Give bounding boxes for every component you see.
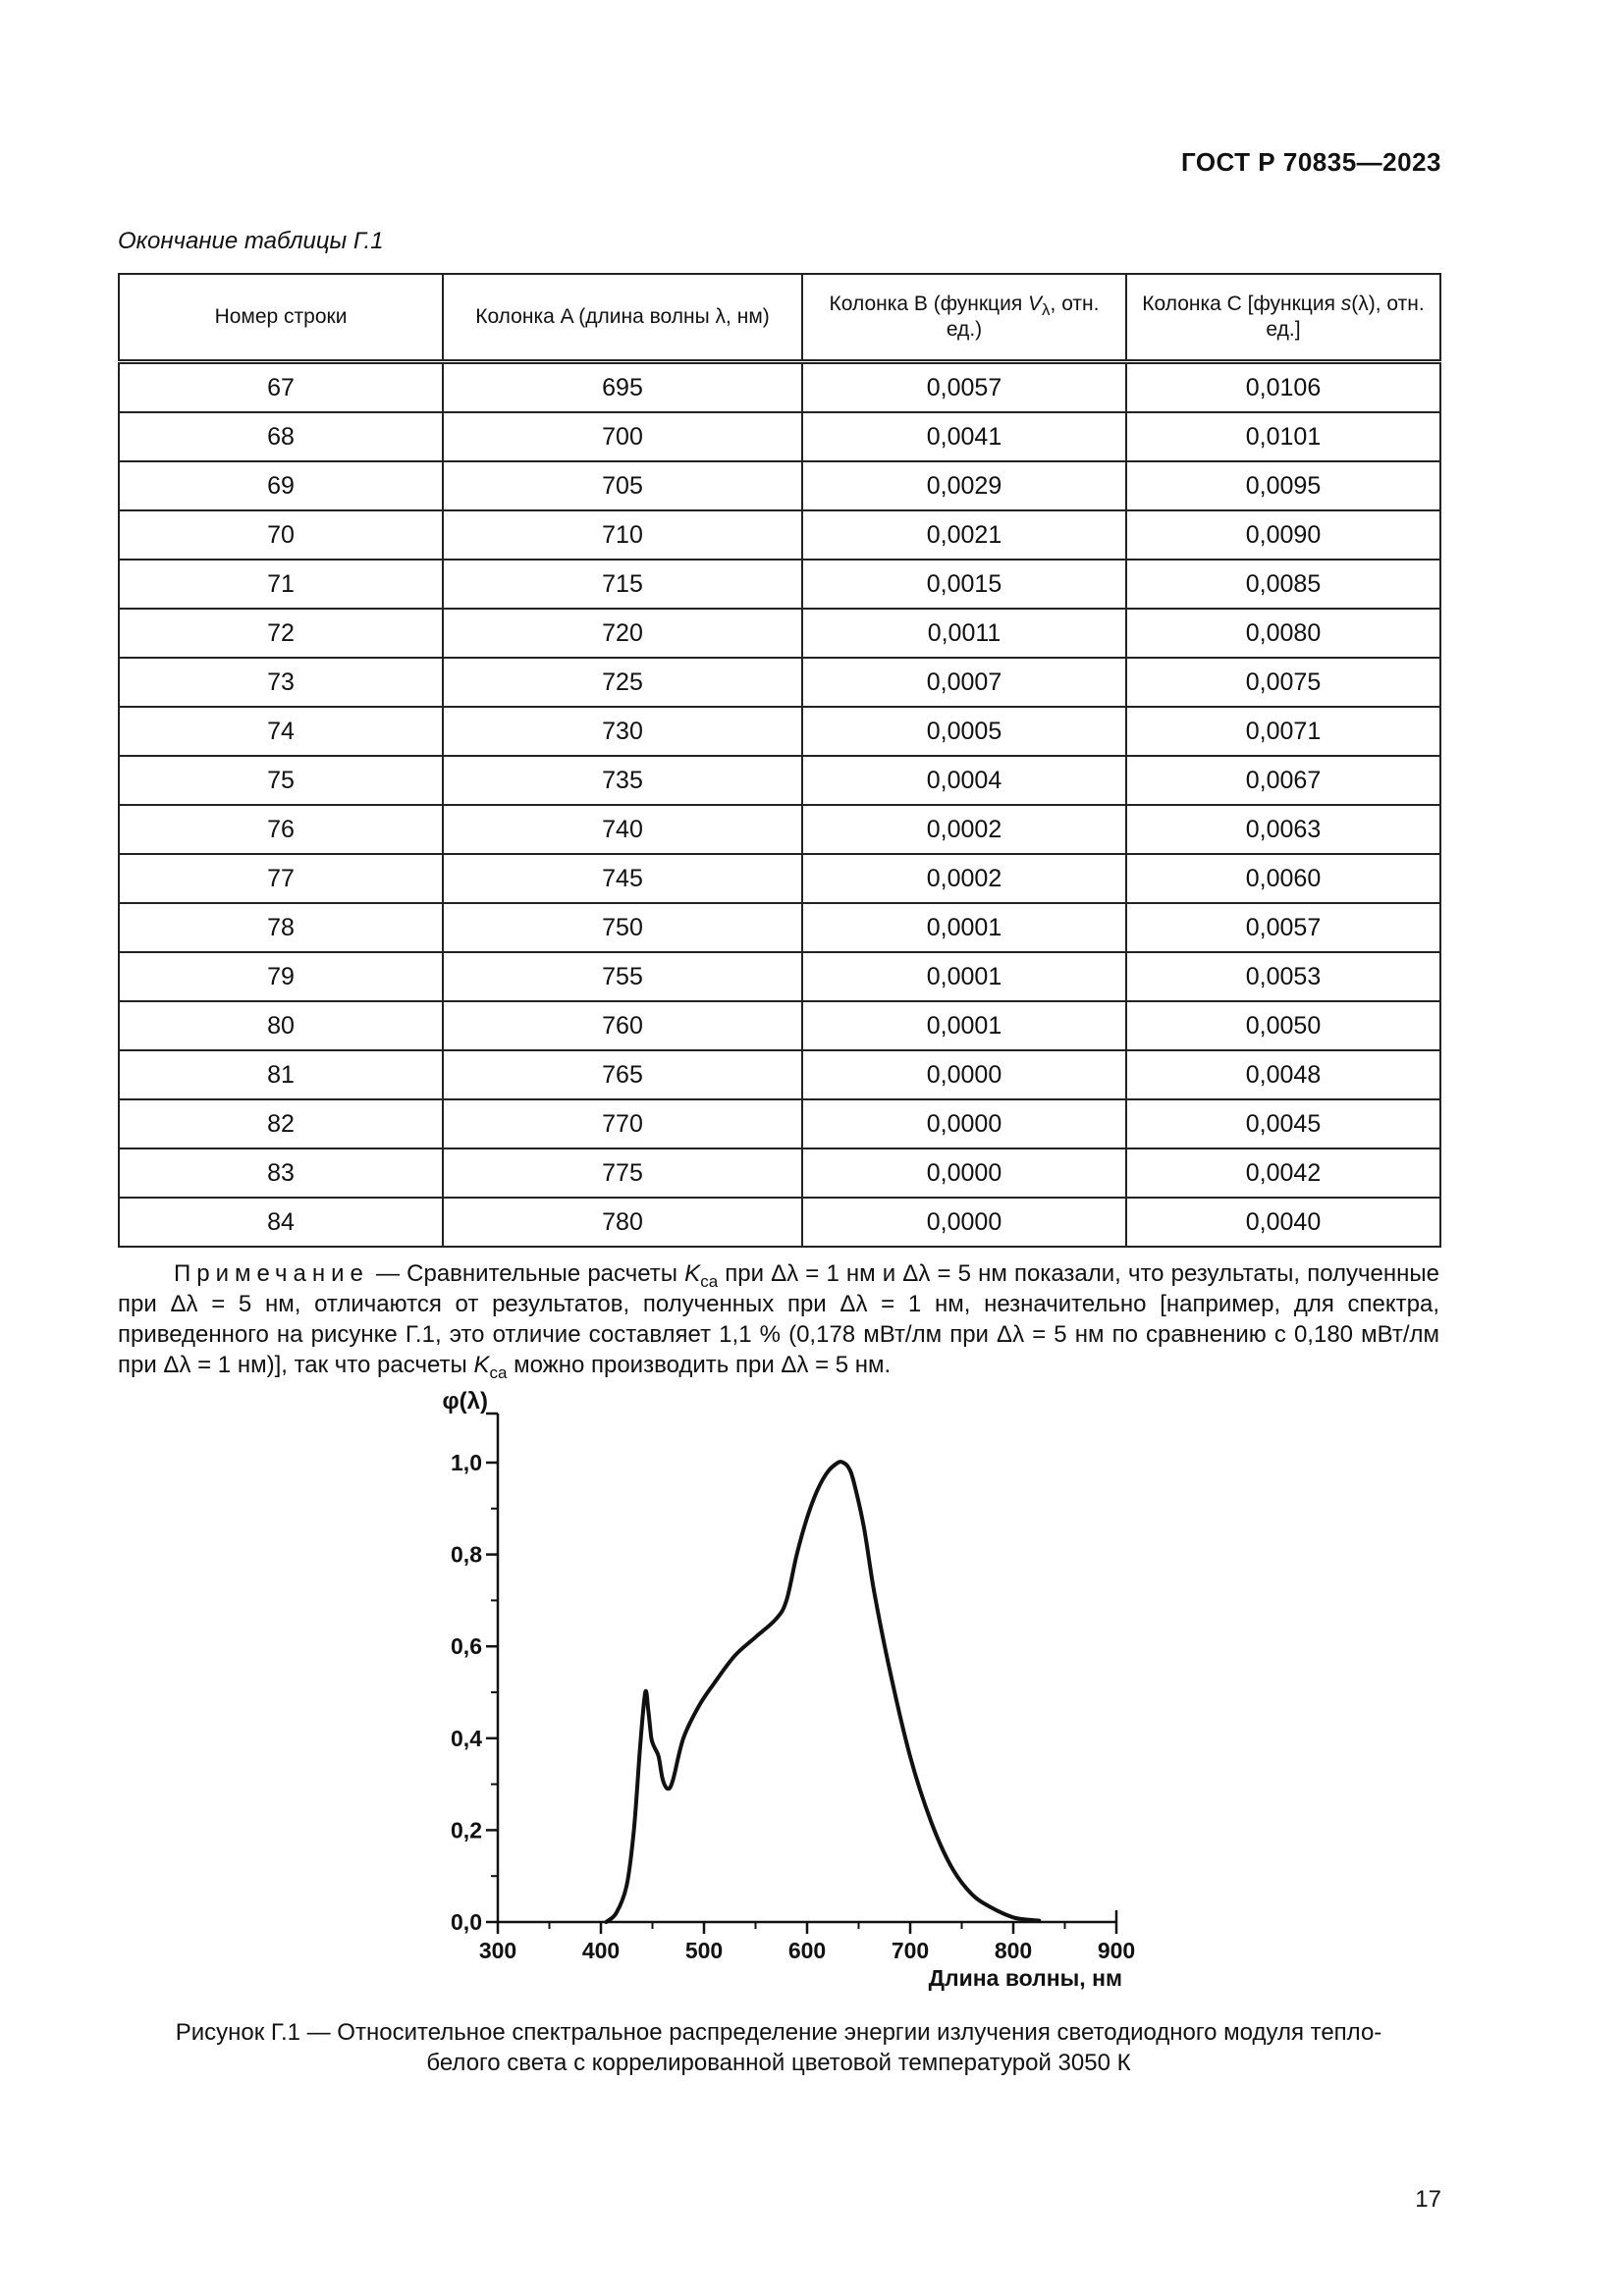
cell-wavelength: 755 [443,952,802,1001]
cell-wavelength: 735 [443,756,802,805]
table-row [119,560,1440,609]
x-tick-label: 500 [684,1938,724,1963]
cell-wavelength: 775 [443,1148,802,1198]
y-axis-label: φ(λ) [442,1388,488,1415]
cell-v-lambda: 0,0001 [802,1001,1126,1050]
table-row [119,1001,1440,1050]
cell-v-lambda: 0,0000 [802,1099,1126,1148]
cell-v-lambda: 0,0002 [802,805,1126,854]
cell-s-lambda: 0,0085 [1126,560,1440,609]
table-row [119,903,1440,952]
table-row [119,412,1440,461]
x-tick-label: 300 [478,1938,517,1963]
cell-row-number: 82 [119,1099,443,1148]
cell-v-lambda: 0,0000 [802,1148,1126,1198]
cell-v-lambda: 0,0000 [802,1050,1126,1099]
x-axis-label: Длина волны, нм [928,1965,1122,1991]
table-row [119,756,1440,805]
table-header-row [119,274,1440,362]
note-paragraph: Примечание — Сравнительные расчеты $K_{ca}$ при Δλ = 1 нм и Δλ = 5 нм показали, что результаты, полученные при Δλ = 5 нм, отличаются от результатов, полученных при Δλ = 1 нм, незначительно [например, для спектра, приведенного на рисунке Г.1, это отличие составляет 1,1 % (0,178 мВт/лм при Δλ = 5 нм по сравнению с 0,180 мВт/лм при Δλ = 1 нм)], так что расчеты $K_{ca}$ можно производить при Δλ = 5 нм. [118,1260,1439,1382]
cell-row-number: 68 [119,412,443,461]
cell-v-lambda: 0,0005 [802,707,1126,756]
header-row-number: Номер строки [119,274,443,362]
cell-wavelength: 710 [443,510,802,560]
x-tick-label: 600 [787,1938,827,1963]
cell-wavelength: 715 [443,560,802,609]
x-tick-label: 400 [581,1938,621,1963]
table-row [119,1099,1440,1148]
series-line [606,1462,1039,1922]
cell-s-lambda: 0,0057 [1126,903,1440,952]
page-number: 17 [1415,2186,1441,2213]
table-row [119,609,1440,658]
cell-v-lambda: 0,0001 [802,952,1126,1001]
cell-s-lambda: 0,0063 [1126,805,1440,854]
cell-row-number: 69 [119,461,443,510]
document-header: ГОСТ Р 70835—2023 [1180,147,1441,177]
cell-v-lambda: 0,0057 [802,362,1126,413]
x-tick-label: 800 [994,1938,1033,1963]
header-column-a: Колонка A (длина волны λ, нм) [443,274,802,362]
spectral-distribution-chart [412,1388,1149,2007]
table-row [119,461,1440,510]
cell-wavelength: 700 [443,412,802,461]
table-row [119,952,1440,1001]
cell-v-lambda: 0,0015 [802,560,1126,609]
cell-wavelength: 760 [443,1001,802,1050]
header-column-c: Колонка C [функция s(λ), отн. ед.] [1126,274,1440,362]
table-row [119,805,1440,854]
cell-row-number: 80 [119,1001,443,1050]
cell-s-lambda: 0,0067 [1126,756,1440,805]
cell-row-number: 67 [119,362,443,413]
cell-wavelength: 705 [443,461,802,510]
x-tick-label: 900 [1097,1938,1136,1963]
y-tick-label: 0,6 [451,1633,482,1660]
y-tick-label: 1,0 [451,1450,482,1475]
table-row [119,658,1440,707]
cell-wavelength: 780 [443,1198,802,1247]
table-row [119,510,1440,560]
cell-s-lambda: 0,0045 [1126,1099,1440,1148]
cell-wavelength: 745 [443,854,802,903]
cell-s-lambda: 0,0048 [1126,1050,1440,1099]
cell-v-lambda: 0,0041 [802,412,1126,461]
table-row [119,1050,1440,1099]
cell-wavelength: 765 [443,1050,802,1099]
cell-wavelength: 770 [443,1099,802,1148]
table-row [119,362,1440,413]
cell-v-lambda: 0,0000 [802,1198,1126,1247]
table-row [119,1198,1440,1247]
cell-wavelength: 725 [443,658,802,707]
cell-s-lambda: 0,0095 [1126,461,1440,510]
cell-row-number: 83 [119,1148,443,1198]
cell-s-lambda: 0,0080 [1126,609,1440,658]
cell-s-lambda: 0,0075 [1126,658,1440,707]
cell-s-lambda: 0,0042 [1126,1148,1440,1198]
cell-s-lambda: 0,0106 [1126,362,1440,413]
cell-wavelength: 720 [443,609,802,658]
table-row [119,1148,1440,1198]
cell-wavelength: 740 [443,805,802,854]
figure-caption: Рисунок Г.1 — Относительное спектральное распределение энергии излучения светодиодного модуля тепло- белого света с коррелированной цветовой температурой 3050 К [175,2019,1382,2076]
cell-row-number: 75 [119,756,443,805]
y-tick-label: 0,4 [451,1725,482,1751]
cell-v-lambda: 0,0021 [802,510,1126,560]
y-tick-label: 0,2 [451,1817,482,1843]
data-table [118,273,1441,1248]
cell-row-number: 70 [119,510,443,560]
cell-row-number: 79 [119,952,443,1001]
cell-v-lambda: 0,0001 [802,903,1126,952]
x-tick-label: 700 [891,1938,930,1963]
cell-s-lambda: 0,0040 [1126,1198,1440,1247]
cell-row-number: 84 [119,1198,443,1247]
table-row [119,707,1440,756]
cell-v-lambda: 0,0029 [802,461,1126,510]
note-label: Примечание [173,1260,369,1287]
cell-s-lambda: 0,0053 [1126,952,1440,1001]
cell-row-number: 71 [119,560,443,609]
cell-v-lambda: 0,0002 [802,854,1126,903]
cell-s-lambda: 0,0060 [1126,854,1440,903]
cell-row-number: 73 [119,658,443,707]
cell-s-lambda: 0,0071 [1126,707,1440,756]
header-column-b: Колонка B (функция $V_\lambda$, отн. ед.) [802,274,1126,362]
cell-s-lambda: 0,0101 [1126,412,1440,461]
cell-v-lambda: 0,0004 [802,756,1126,805]
cell-wavelength: 730 [443,707,802,756]
cell-v-lambda: 0,0011 [802,609,1126,658]
cell-row-number: 81 [119,1050,443,1099]
table-row [119,854,1440,903]
cell-v-lambda: 0,0007 [802,658,1126,707]
cell-row-number: 72 [119,609,443,658]
cell-row-number: 76 [119,805,443,854]
cell-row-number: 77 [119,854,443,903]
cell-row-number: 78 [119,903,443,952]
cell-s-lambda: 0,0090 [1126,510,1440,560]
cell-s-lambda: 0,0050 [1126,1001,1440,1050]
table-caption: Окончание таблицы Г.1 [118,228,384,254]
cell-wavelength: 750 [443,903,802,952]
y-tick-label: 0,0 [451,1909,482,1935]
cell-wavelength: 695 [443,362,802,413]
y-tick-label: 0,8 [451,1541,482,1568]
cell-row-number: 74 [119,707,443,756]
